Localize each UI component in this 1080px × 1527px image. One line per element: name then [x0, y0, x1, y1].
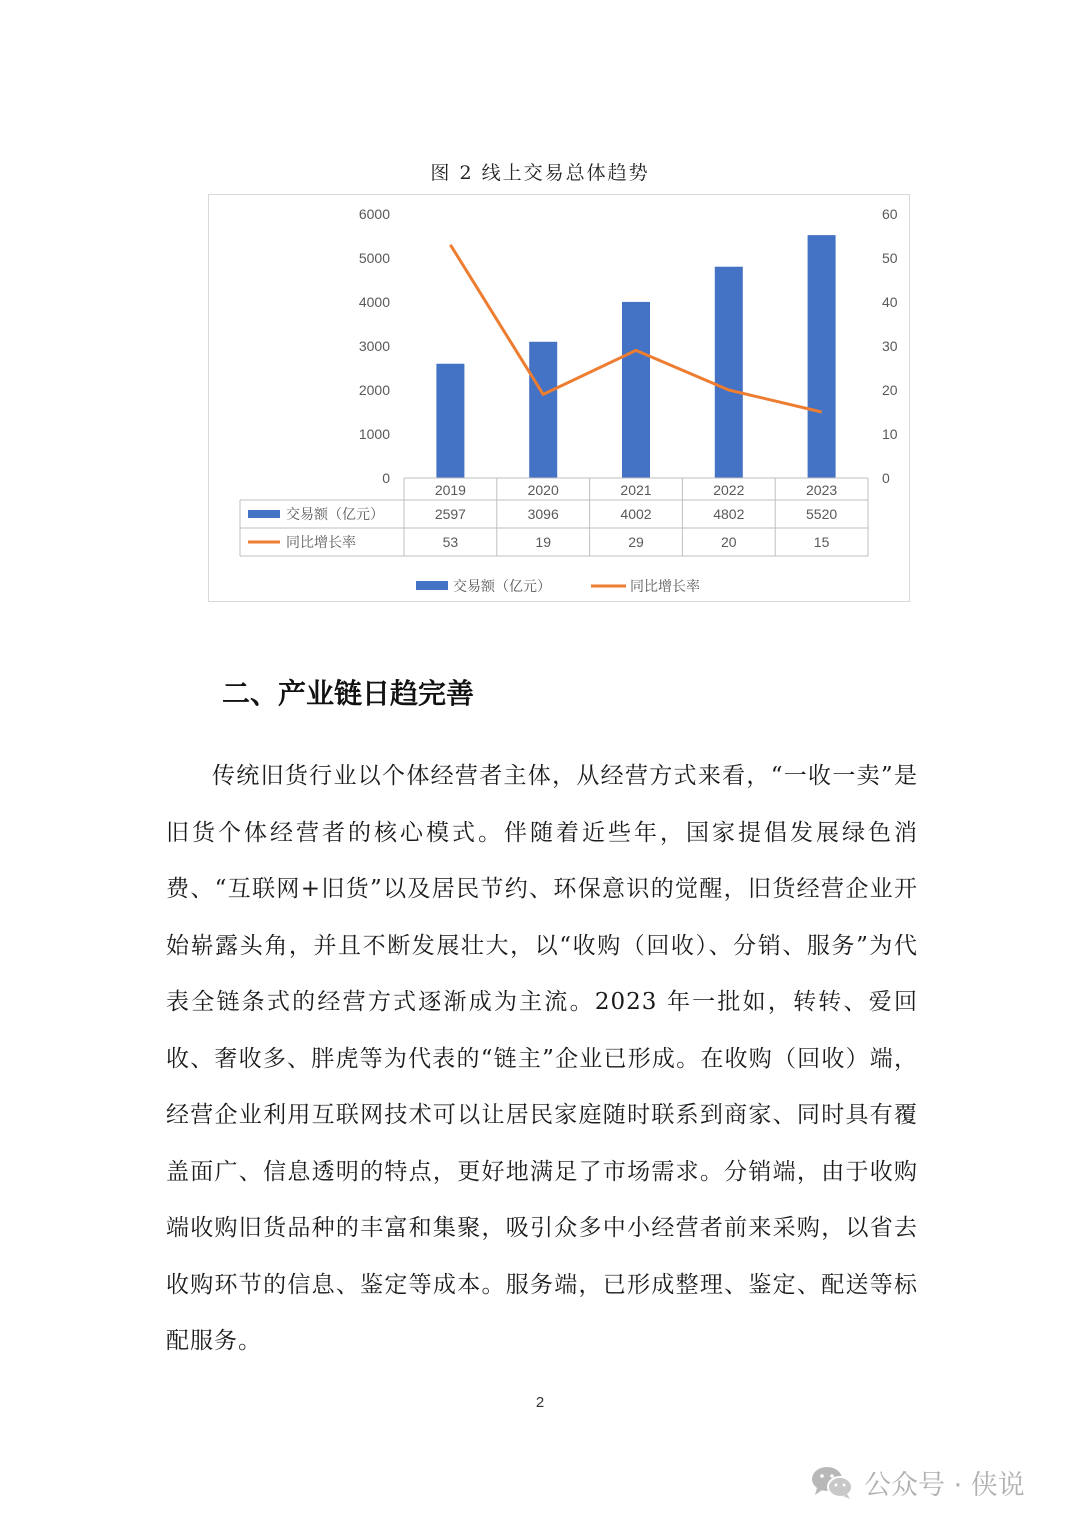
legend-key-bar — [416, 581, 448, 590]
data-label: 4002 — [620, 506, 652, 522]
bar — [808, 235, 836, 478]
data-label: 4802 — [713, 506, 745, 522]
legend-label: 交易额（亿元） — [453, 578, 551, 594]
left-axis-tick-label: 0 — [382, 470, 390, 486]
data-label: 29 — [628, 534, 644, 550]
data-label: 5520 — [806, 506, 838, 522]
right-axis-tick-label: 30 — [882, 338, 898, 354]
section-heading: 二、产业链日趋完善 — [222, 677, 475, 710]
x-axis-category-label: 2020 — [527, 482, 559, 498]
data-label: 3096 — [527, 506, 559, 522]
table-row-header: 交易额（亿元） — [286, 506, 384, 522]
bar — [436, 364, 464, 478]
combo-chart — [208, 194, 910, 602]
page-number: 2 — [535, 1394, 545, 1411]
right-axis-tick-label: 60 — [882, 206, 898, 222]
figure-title: 图 2 线上交易总体趋势 — [430, 162, 650, 184]
x-axis-category-label: 2021 — [620, 482, 652, 498]
left-axis-tick-label: 3000 — [358, 338, 390, 354]
table-row-header: 同比增长率 — [286, 534, 356, 550]
left-axis-tick-label: 4000 — [358, 294, 390, 310]
left-axis-tick-label: 5000 — [358, 250, 390, 266]
body-paragraph: 传统旧货行业以个体经营者主体，从经营方式来看，“一收一卖”是旧货个体经营者的核心模式。伴随着近些年，国家提倡发展绿色消费、“互联网+旧货”以及居民节约、环保意识的觉醒，旧货经营企业开始崭露头角，并且不断发展壮大，以“收购（回收）、分销、服务”为代表全链条式的经营方式逐渐成为主流。2023 年一批如，转转、爱回收、奢收多、胖虎等为代表的“链主”企业已形成。在收购（回收）端，经营企业利用互联网技术可以让居民家庭随时联系到商家、同时具有覆盖面广、信息透明的特点，更好地满足了市场需求。分销端，由于收购端收购旧货品种的丰富和集聚，吸引众多中小经营者前来采购，以省去收购环节的信息、鉴定等成本。服务端，已形成整理、鉴定、配送等标配服务。 — [166, 763, 918, 1354]
bar — [715, 267, 743, 478]
data-label: 15 — [813, 534, 830, 550]
data-label: 20 — [721, 534, 737, 550]
watermark-text: 公众号 · 侠说 — [864, 1470, 1025, 1501]
bar — [529, 342, 557, 478]
x-axis-category-label: 2019 — [434, 482, 466, 498]
right-axis-tick-label: 40 — [882, 294, 898, 310]
right-axis-tick-label: 20 — [882, 382, 898, 398]
x-axis-category-label: 2022 — [713, 482, 745, 498]
table-legend-key-bar — [248, 510, 280, 518]
left-axis-tick-label: 1000 — [358, 426, 390, 442]
data-label: 2597 — [434, 506, 466, 522]
data-label: 53 — [442, 534, 459, 550]
data-label: 19 — [535, 534, 551, 550]
left-axis-tick-label: 6000 — [358, 206, 390, 222]
legend-label: 同比增长率 — [630, 578, 700, 594]
left-axis-tick-label: 2000 — [358, 382, 390, 398]
x-axis-category-label: 2023 — [806, 482, 838, 498]
bar — [622, 302, 650, 478]
wechat-icon — [810, 1465, 854, 1501]
right-axis-tick-label: 50 — [882, 250, 898, 266]
watermark — [810, 1463, 1025, 1502]
right-axis-tick-label: 0 — [882, 470, 890, 486]
right-axis-tick-label: 10 — [882, 426, 898, 442]
